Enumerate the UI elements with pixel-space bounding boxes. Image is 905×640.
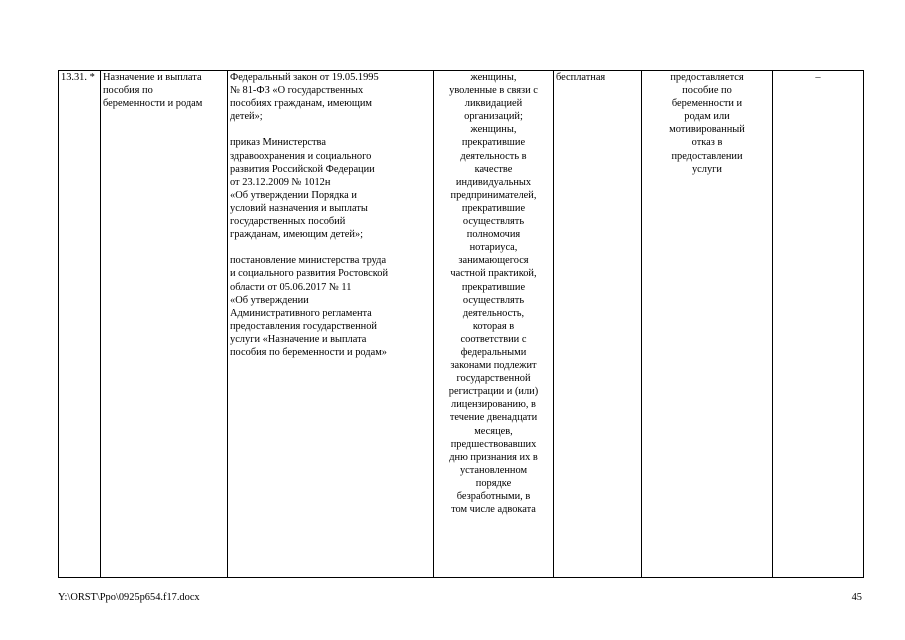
recipients-line: установленном — [459, 464, 528, 476]
services-table — [58, 70, 864, 578]
paragraph-gap — [230, 241, 431, 254]
result-line: родам или — [684, 111, 730, 123]
ministry-order-line: здравоохранения и социального — [230, 150, 372, 162]
paragraph-gap — [230, 123, 431, 136]
ministry-order-line: «Об утверждении Порядка и — [230, 189, 357, 201]
recipients-line: женщины, — [470, 72, 517, 83]
recipients-line: дню признания их в — [449, 451, 538, 463]
ministry-order-line: приказ Министерства — [230, 137, 326, 149]
recipients-line: женщины, — [470, 124, 517, 136]
result-line: предоставляется — [670, 72, 744, 83]
regional-resolution-line: пособия по беременности и родам» — [230, 346, 387, 358]
recipients-line: осуществлять — [462, 216, 525, 228]
footer-page-number: 45 — [851, 592, 862, 603]
table-row — [59, 71, 864, 578]
result-cell — [642, 71, 773, 578]
recipients-line: регистрации и (или) — [448, 386, 539, 398]
result-line: предоставлении — [671, 150, 743, 162]
recipients-line: безработными, в — [456, 491, 531, 502]
result-line: отказ в — [691, 137, 723, 149]
recipients-line: месяцев, — [474, 425, 513, 437]
regional-resolution-line: предоставления государственной — [230, 320, 377, 332]
service-name-line: беременности и родам — [103, 98, 203, 110]
recipients-line: предпринимателей, — [450, 189, 537, 201]
ministry-order-line: развития Российской Федерации — [230, 163, 375, 175]
recipients-line: законами подлежит — [450, 360, 537, 372]
regional-resolution-line: услуги «Назначение и выплата — [230, 333, 367, 345]
row-number: 13.31. * — [61, 72, 95, 83]
federal-law-line: Федеральный закон от 19.05.1995 — [230, 72, 379, 83]
row-number-cell — [59, 71, 101, 578]
ministry-order-line: от 23.12.2009 № 1012н — [230, 176, 331, 188]
footer-file-path: Y:\ORST\Ppo\0925p654.f17.docx — [58, 592, 200, 603]
ministry-order-line: условий назначения и выплаты — [230, 202, 368, 214]
recipients-line: ликвидацией — [464, 98, 523, 110]
recipients-line: деятельность, — [462, 307, 525, 319]
regional-resolution-line: и социального развития Ростовской — [230, 268, 389, 280]
extra-cell — [773, 71, 864, 578]
recipients-line: предшествовавших — [450, 438, 537, 450]
regional-resolution-line: области от 05.06.2017 № 11 — [230, 281, 352, 293]
recipients-line: прекратившие — [461, 137, 526, 149]
recipients-line: занимающегося — [458, 255, 529, 267]
recipients-line: прекратившие — [461, 281, 526, 293]
ministry-order-line: государственных пособий — [230, 216, 346, 228]
federal-law-line: № 81-ФЗ «О государственных — [230, 85, 364, 97]
fee-cell — [554, 71, 642, 578]
federal-law-line: детей»; — [230, 111, 263, 123]
recipients-line: осуществлять — [462, 294, 525, 306]
service-name-line: пособия по — [103, 85, 153, 97]
recipients-line: соответствии с — [460, 333, 527, 345]
legal-basis-cell — [228, 71, 434, 578]
recipients-line: лицензированию, в — [451, 399, 536, 411]
regional-resolution-line: «Об утверждении — [230, 294, 309, 306]
service-name-cell — [101, 71, 228, 578]
recipients-line: нотариуса, — [469, 242, 518, 254]
result-line: мотивированный — [669, 124, 745, 136]
recipients-line: деятельность в — [460, 150, 527, 162]
regional-resolution-line: постановление министерства труда — [230, 255, 387, 267]
recipients-line: частной практикой, — [450, 268, 537, 280]
extra-dash: – — [815, 72, 821, 83]
recipients-line: прекратившие — [461, 202, 526, 214]
recipients-line: индивидуальных — [455, 176, 532, 188]
recipients-cell — [434, 71, 554, 578]
fee-value: бесплатная — [556, 72, 606, 83]
recipients-line: которая в — [472, 320, 515, 332]
recipients-line: полномочия — [466, 229, 521, 241]
recipients-line: федеральными — [460, 346, 527, 358]
recipients-line: государственной — [456, 373, 531, 385]
federal-law-line: пособиях гражданам, имеющим — [230, 98, 372, 110]
recipients-line: качестве — [474, 163, 513, 175]
recipients-line: организаций; — [464, 111, 523, 123]
result-line: пособие по — [682, 85, 732, 97]
recipients-line: порядке — [475, 477, 512, 489]
result-line: услуги — [691, 163, 722, 175]
recipients-line: том числе адвоката — [451, 504, 536, 516]
ministry-order-line: гражданам, имеющим детей»; — [230, 229, 364, 241]
recipients-line: уволенные в связи с — [449, 85, 538, 97]
result-line: беременности и — [671, 98, 743, 110]
recipients-line: течение двенадцати — [449, 412, 538, 424]
service-name-line: Назначение и выплата — [103, 72, 202, 83]
regional-resolution-line: Административного регламента — [230, 307, 372, 319]
